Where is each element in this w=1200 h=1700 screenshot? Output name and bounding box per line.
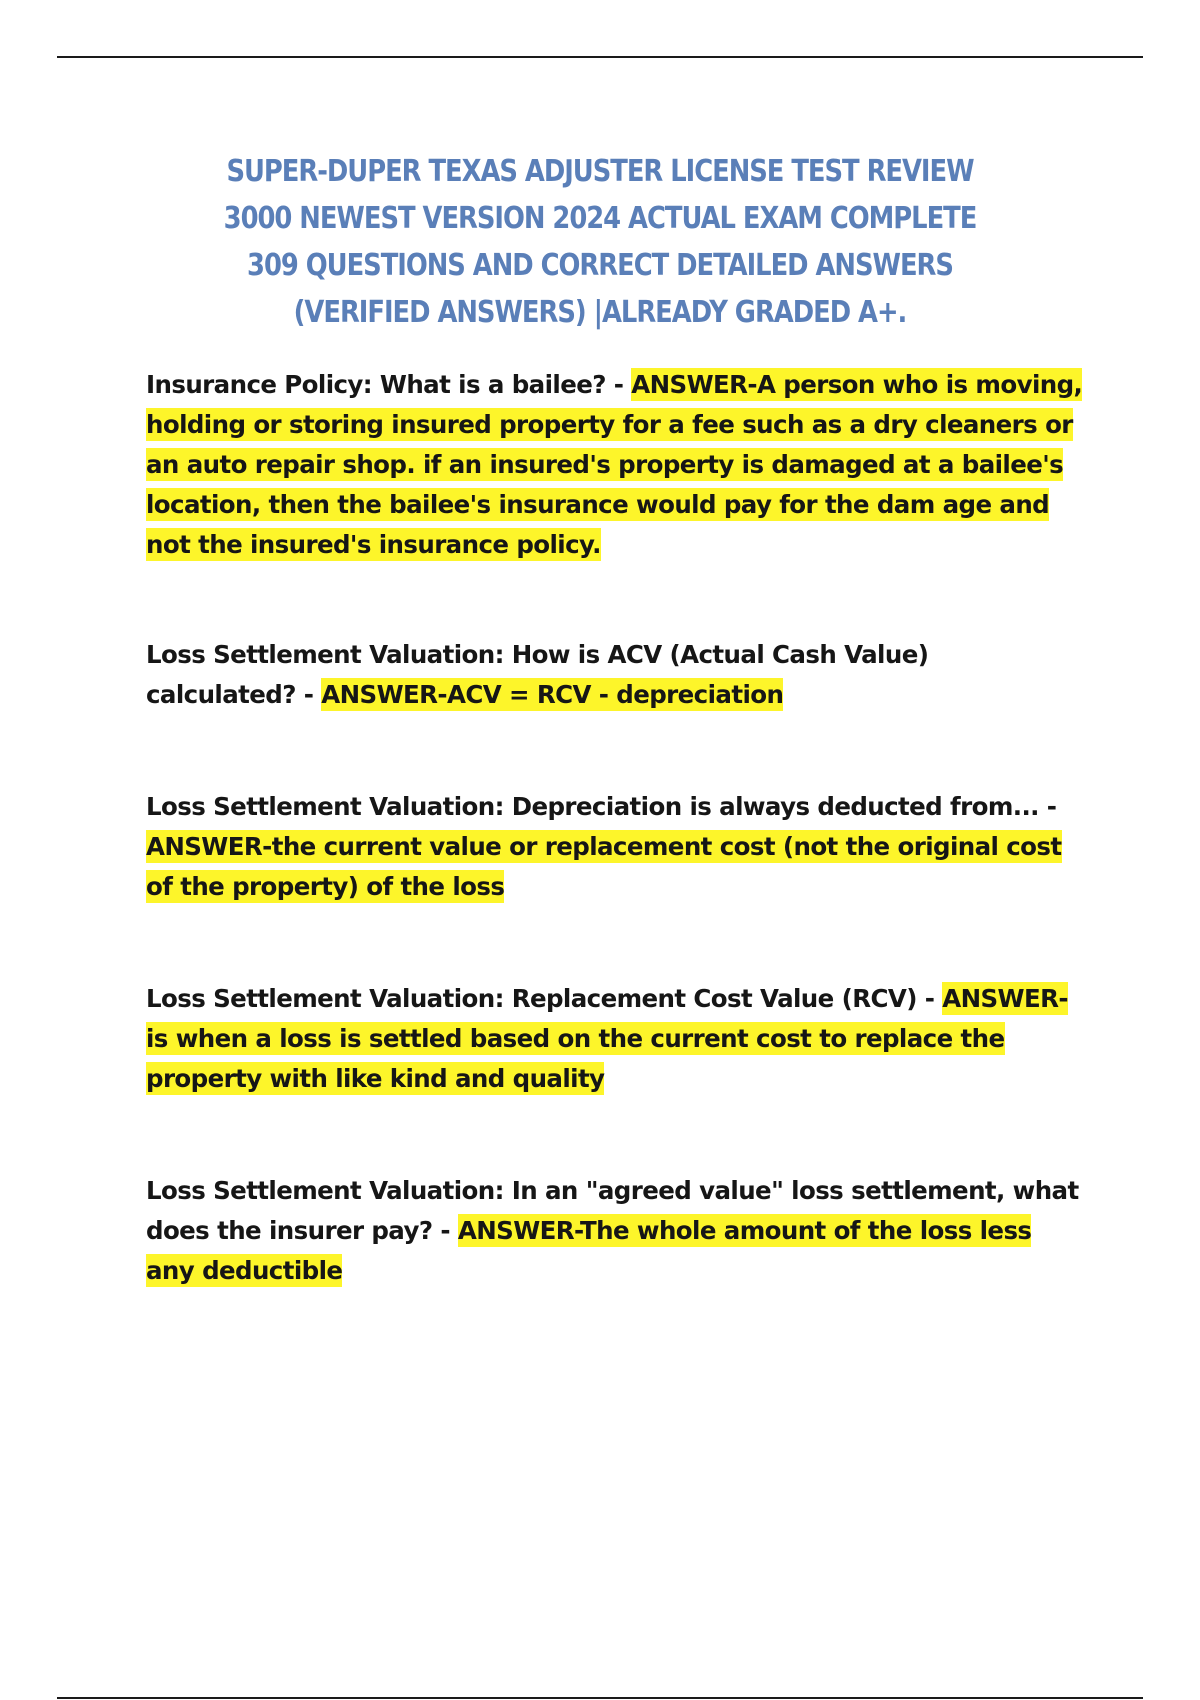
answer-highlight: ANSWER-A person who is moving, holding or storing insured property for a fee such as a dry cleaners or an auto repair shop. if an insured's property is damaged at a bailee's location, then the bailee's insurance would pay for the dam age and not the insured's insurance policy.	[146, 370, 1083, 559]
qa-item-acv	[146, 635, 1086, 715]
qa-item-agreed-value	[146, 1171, 1086, 1291]
document-title: SUPER-DUPER TEXAS ADJUSTER LICENSE TEST REVIEW 3000 NEWEST VERSION 2024 ACTUAL EXAM COMPLETE 309 QUESTIONS AND CORRECT DETAILED ANSWERS (VERIFIED ANSWERS) |ALREADY GRADED A+.	[223, 154, 977, 330]
answer-highlight: ANSWER-The whole amount of the loss less any deductible	[146, 1216, 1032, 1285]
bottom-rule	[57, 1697, 1143, 1699]
answer-highlight: ANSWER-the current value or replacement cost (not the original cost of the property) of the loss	[146, 832, 1062, 901]
question-text: Loss Settlement Valuation: Depreciation is always deducted from... -	[146, 792, 1057, 821]
question-text: Loss Settlement Valuation: Replacement Cost Value (RCV) -	[146, 984, 943, 1013]
qa-item-bailee	[146, 365, 1086, 565]
question-text: Loss Settlement Valuation: How is ACV (Actual Cash Value) calculated? -	[146, 640, 929, 709]
qa-item-rcv	[146, 979, 1086, 1099]
qa-item-depreciation	[146, 787, 1086, 907]
question-text: Insurance Policy: What is a bailee? -	[146, 370, 632, 399]
answer-highlight: ANSWER-is when a loss is settled based on the current cost to replace the property with like kind and quality	[146, 984, 1068, 1093]
question-text: Loss Settlement Valuation: In an "agreed value" loss settlement, what does the insurer pay? -	[146, 1176, 1079, 1245]
answer-highlight: ANSWER-ACV = RCV - depreciation	[321, 680, 784, 709]
top-rule	[57, 56, 1143, 58]
